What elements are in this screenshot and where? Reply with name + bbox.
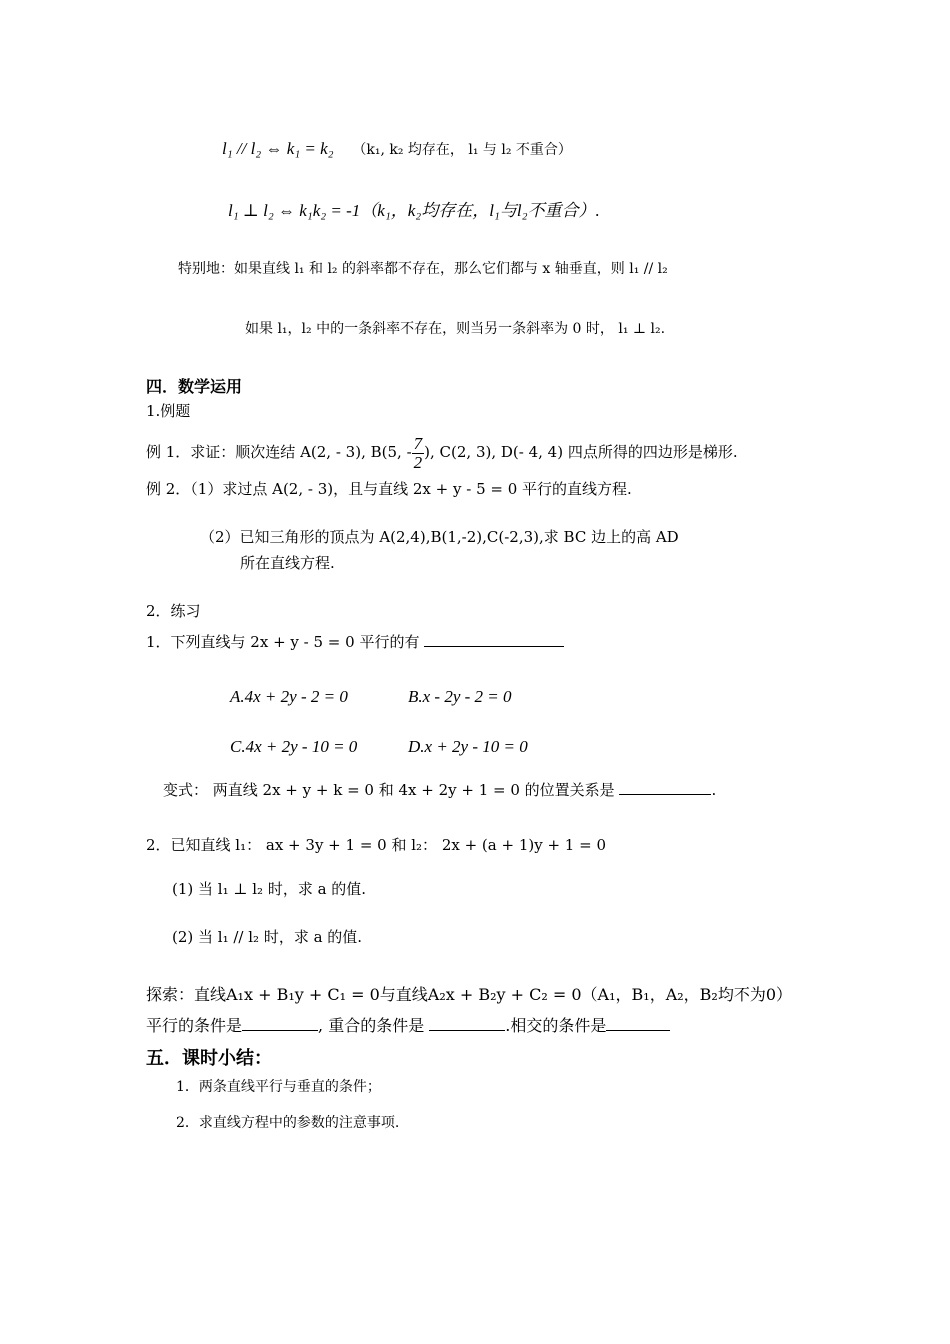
answer-blank[interactable] (619, 778, 711, 795)
section4-sub1: 1.例题 (146, 402, 191, 420)
option-d: D.x + 2y - 10 = 0 (408, 737, 528, 756)
example-2-part2-line1: （2）已知三角形的顶点为 A(2,4),B(1,-2),C(-2,3),求 BC 边上的高 AD (200, 528, 679, 546)
parallel-formula: l₁ // l₂ ⇔ k₁ = k₂ (222, 139, 334, 158)
parallel-note: （k₁, k₂ 均存在， l₁ 与 l₂ 不重合） (352, 142, 572, 158)
section4-title: 四．数学运用 (146, 377, 243, 396)
perpendicular-condition: l₁ ⊥ l₂ ⇔ k₁k₂ = -1（k₁，k₂均存在，l₁与l₂不重合）. (228, 201, 600, 220)
special-case-1: 特别地：如果直线 l₁ 和 l₂ 的斜率都不存在，那么它们都与 x 轴垂直，则 l₁ // l₂ (178, 261, 668, 277)
example-1-fraction (412, 435, 425, 472)
parallel-condition (222, 138, 572, 161)
variant-text: 变式： 两直线 2x + y + k = 0 和 4x + 2y + 1 = 0 的位置关系是 (163, 781, 615, 799)
practice-1 (146, 630, 564, 653)
variant-end: . (711, 781, 717, 799)
practice-2-part2: (2) 当 l₁ // l₂ 时，求 a 的值. (172, 928, 363, 946)
fraction-denominator: 2 (413, 452, 423, 472)
answer-blank[interactable] (429, 1014, 505, 1031)
option-c: C.4x + 2y - 10 = 0 (230, 737, 358, 756)
example-1-suffix: ), C(2, 3), D(- 4, 4) 四点所得的四边形是梯形. (424, 443, 738, 461)
explore-line2 (146, 1014, 670, 1037)
practice-title: 2．练习 (146, 602, 201, 620)
variant-question (163, 778, 716, 801)
explore-coincide-label: , 重合的条件是 (318, 1016, 425, 1035)
practice-2: 2．已知直线 l₁： ax + 3y + 1 = 0 和 l₂： 2x + (a + 1)y + 1 = 0 (146, 836, 606, 854)
example-1 (146, 432, 738, 472)
practice-1-text: 1．下列直线与 2x + y - 5 = 0 平行的有 (146, 633, 420, 651)
summary-item-2: 2．求直线方程中的参数的注意事项. (176, 1115, 400, 1131)
answer-blank[interactable] (242, 1014, 318, 1031)
explore-line1: 探索：直线A₁x + B₁y + C₁ = 0与直线A₂x + B₂y + C₂ = 0（A₁，B₁，A₂，B₂均不为0） (146, 985, 793, 1004)
fraction-numerator: 7 (413, 433, 423, 453)
option-a: A.4x + 2y - 2 = 0 (230, 687, 348, 706)
example-1-prefix: 例 1．求证：顺次连结 A(2, - 3), B(5, - (146, 443, 412, 461)
answer-blank[interactable] (606, 1014, 670, 1031)
option-b: B.x - 2y - 2 = 0 (408, 687, 512, 706)
practice-2-part1: (1) 当 l₁ ⊥ l₂ 时，求 a 的值. (172, 880, 367, 898)
explore-parallel-label: 平行的条件是 (146, 1016, 243, 1035)
example-2-part1: 例 2．（1）求过点 A(2, - 3)，且与直线 2x + y - 5 = 0 平行的直线方程. (146, 480, 632, 498)
answer-blank[interactable] (424, 630, 564, 647)
section5-title: 五．课时小结： (146, 1048, 272, 1069)
example-2-part2-line2: 所在直线方程. (240, 554, 335, 572)
explore-intersect-label: .相交的条件是 (505, 1016, 607, 1035)
summary-item-1: 1．两条直线平行与垂直的条件； (176, 1079, 381, 1095)
special-case-2: 如果 l₁，l₂ 中的一条斜率不存在，则当另一条斜率为 0 时， l₁ ⊥ l₂. (245, 321, 666, 337)
